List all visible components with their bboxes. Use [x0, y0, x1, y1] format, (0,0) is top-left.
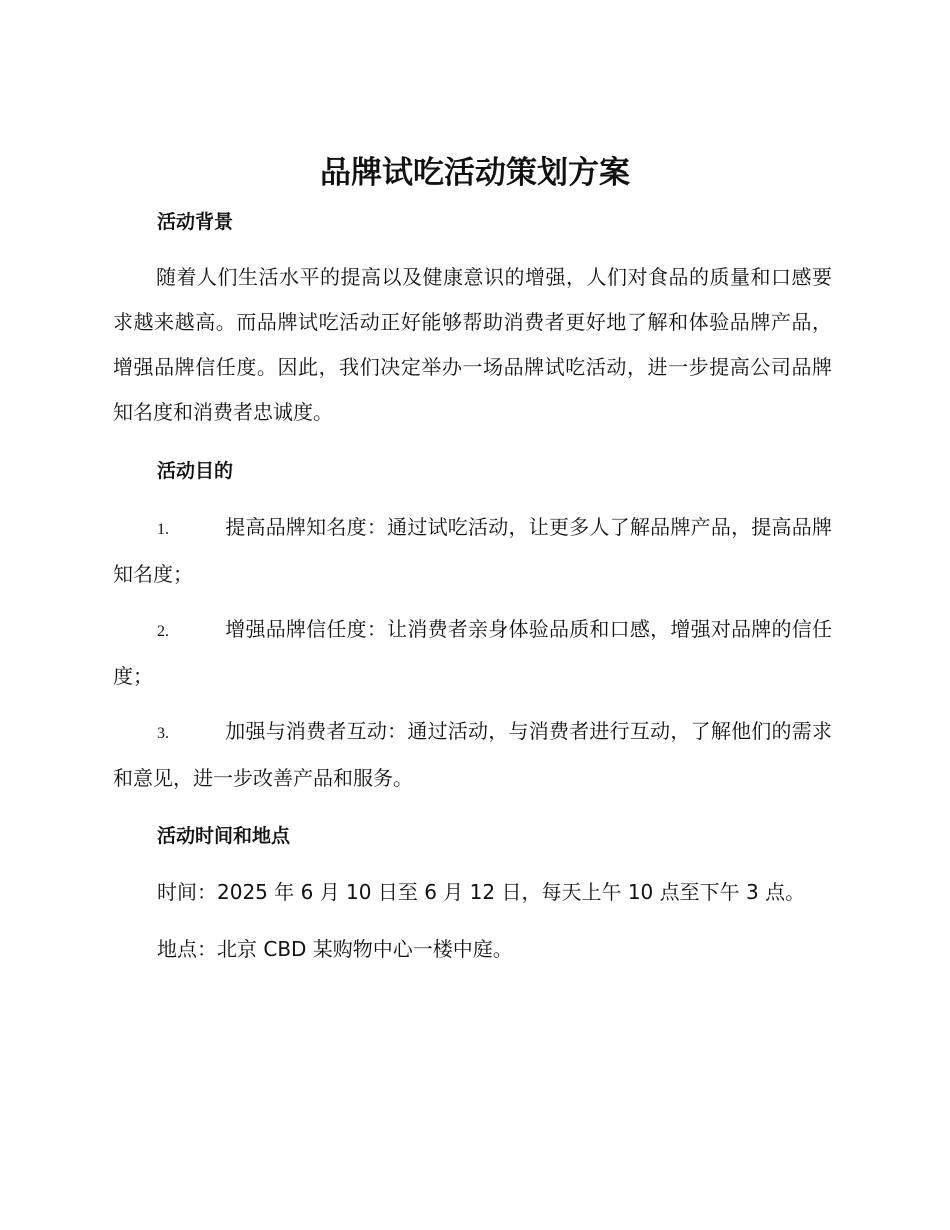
list-item-text: 提高品牌知名度：通过试吃活动，让更多人了解品牌产品，提高品牌知名度； — [113, 515, 832, 586]
event-time: 时间：2025 年 6 月 10 日至 6 月 12 日，每天上午 10 点至下午 3 点。 — [157, 880, 806, 904]
background-paragraph: 随着人们生活水平的提高以及健康意识的增强，人们对食品的质量和口感要求越来越高。而品牌试吃活动正好能够帮助消费者更好地了解和体验品牌产品，增强品牌信任度。因此，我们决定举办一场品牌试吃活动，进一步提高公司品牌知名度和消费者忠诚度。 — [113, 265, 832, 424]
list-number: 3. — [157, 725, 169, 742]
event-place: 地点：北京 CBD 某购物中心一楼中庭。 — [157, 937, 513, 961]
list-item-text: 加强与消费者互动：通过活动，与消费者进行互动，了解他们的需求和意见，进一步改善产品和服务。 — [113, 719, 832, 790]
section-heading-goals: 活动目的 — [157, 460, 234, 482]
goal-list-item — [113, 607, 832, 699]
goal-list-item — [113, 505, 832, 597]
section-heading-time-place: 活动时间和地点 — [157, 825, 291, 847]
list-number: 2. — [157, 623, 169, 640]
section-heading-background: 活动背景 — [157, 211, 234, 233]
goal-list-item — [113, 709, 832, 801]
list-item-text: 增强品牌信任度：让消费者亲身体验品质和口感，增强对品牌的信任度； — [113, 617, 832, 688]
document-title: 品牌试吃活动策划方案 — [320, 155, 630, 191]
list-number: 1. — [157, 521, 169, 538]
